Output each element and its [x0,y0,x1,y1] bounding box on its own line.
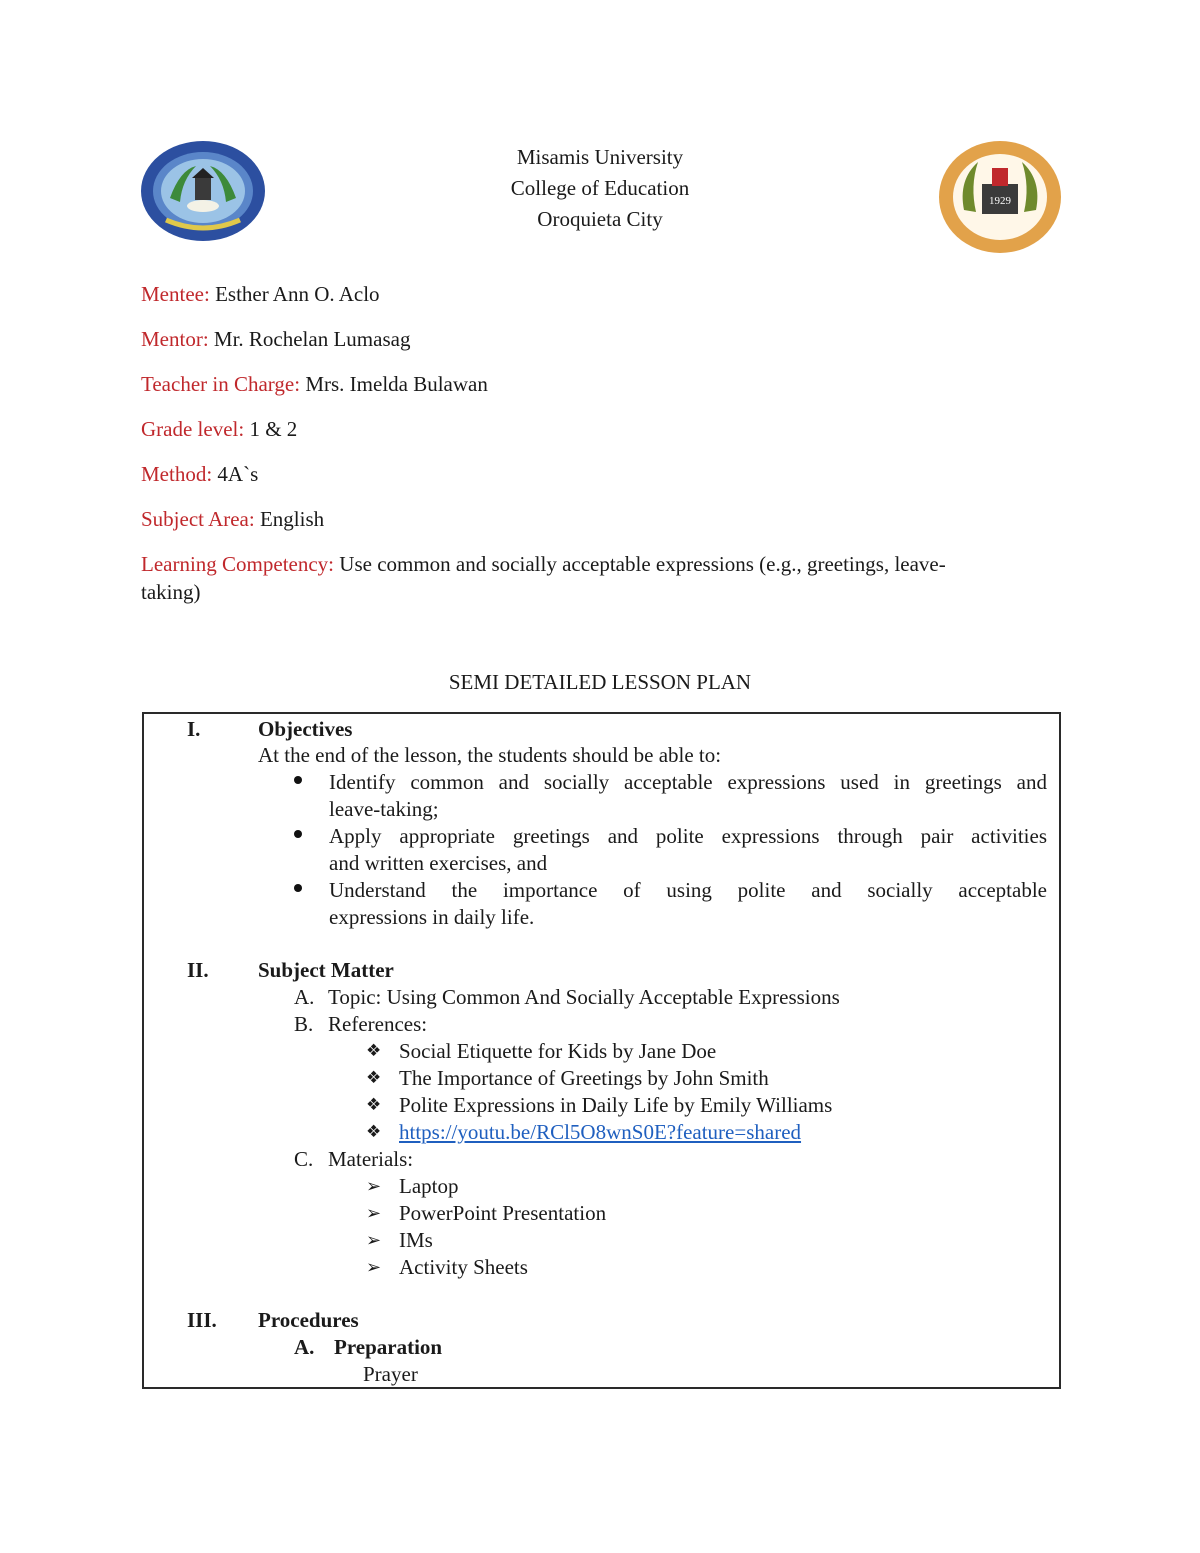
mentor-field: Mentor: Mr. Rochelan Lumasag [141,327,411,351]
materials-letter: C. [294,1147,314,1171]
material-item: IMs [399,1228,433,1252]
topic-letter: A. [294,985,315,1009]
grade-level-field: Grade level: 1 & 2 [141,417,298,441]
references-label: References: [328,1012,428,1036]
college-of-education-logo [140,140,266,242]
method-field: Method: 4A`s [141,462,259,486]
objective-item-2-line-2: and written exercises, and [329,851,548,875]
arrow-bullet-icon: ➢ [366,1203,382,1224]
diamond-bullet-icon: ❖ [366,1068,382,1088]
bullet-dot-icon [294,776,302,784]
bullet-dot-icon [294,884,302,892]
material-item: Laptop [399,1174,459,1198]
bullet-dot-icon [294,830,302,838]
section-numeral-ii: II. [187,958,209,982]
references-letter: B. [294,1012,314,1036]
diamond-bullet-icon: ❖ [366,1122,382,1142]
material-item: Activity Sheets [399,1255,528,1279]
reference-item: The Importance of Greetings by John Smith [399,1066,769,1090]
objective-item-1-line-1: Identify common and socially acceptable expressions used in greetings and [329,770,1047,794]
diamond-bullet-icon: ❖ [366,1095,382,1115]
objective-item-2-line-1: Apply appropriate greetings and polite expressions through pair activities [329,824,1047,848]
preparation-heading: Preparation [334,1335,443,1359]
arrow-bullet-icon: ➢ [366,1230,382,1251]
arrow-bullet-icon: ➢ [366,1176,382,1197]
learning-competency-field: Learning Competency: Use common and socially acceptable expressions (e.g., greetings, leave- taking) [141,552,946,604]
preparation-letter: A. [294,1335,315,1359]
mentee-field: Mentee: Esther Ann O. Aclo [141,282,380,306]
objective-item-3-line-2: expressions in daily life. [329,905,535,929]
procedures-heading: Procedures [258,1308,359,1332]
objectives-heading: Objectives [258,717,353,741]
topic-text: Topic: Using Common And Socially Acceptable Expressions [328,985,840,1009]
reference-item: Social Etiquette for Kids by Jane Doe [399,1039,717,1063]
section-numeral-iii: III. [187,1308,217,1332]
institution-header [400,142,800,235]
diamond-bullet-icon: ❖ [366,1041,382,1061]
reference-video-link[interactable]: https://youtu.be/RCl5O8wnS0E?feature=shared [399,1120,802,1144]
lesson-plan-title: SEMI DETAILED LESSON PLAN [448,670,752,694]
section-numeral-i: I. [187,717,201,741]
materials-label: Materials: [328,1147,414,1171]
teacher-in-charge-field: Teacher in Charge: Mrs. Imelda Bulawan [141,372,488,396]
prayer-item: Prayer [363,1362,418,1386]
city-name: Oroquieta City [537,207,663,231]
objective-item-1-line-2: leave-taking; [329,797,439,821]
svg-text:1929: 1929 [989,195,1011,207]
university-name: Misamis University [516,145,684,169]
objectives-intro: At the end of the lesson, the students should be able to: [258,743,722,767]
objective-item-3-line-1: Understand the importance of using polite and socially acceptable [329,878,1047,902]
college-name: College of Education [510,176,690,200]
misamis-university-logo [938,140,1062,254]
arrow-bullet-icon: ➢ [366,1257,382,1278]
subject-area-field: Subject Area: English [141,507,325,531]
subject-matter-heading: Subject Matter [258,958,394,982]
material-item: PowerPoint Presentation [399,1201,607,1225]
reference-item: Polite Expressions in Daily Life by Emily Williams [399,1093,833,1117]
